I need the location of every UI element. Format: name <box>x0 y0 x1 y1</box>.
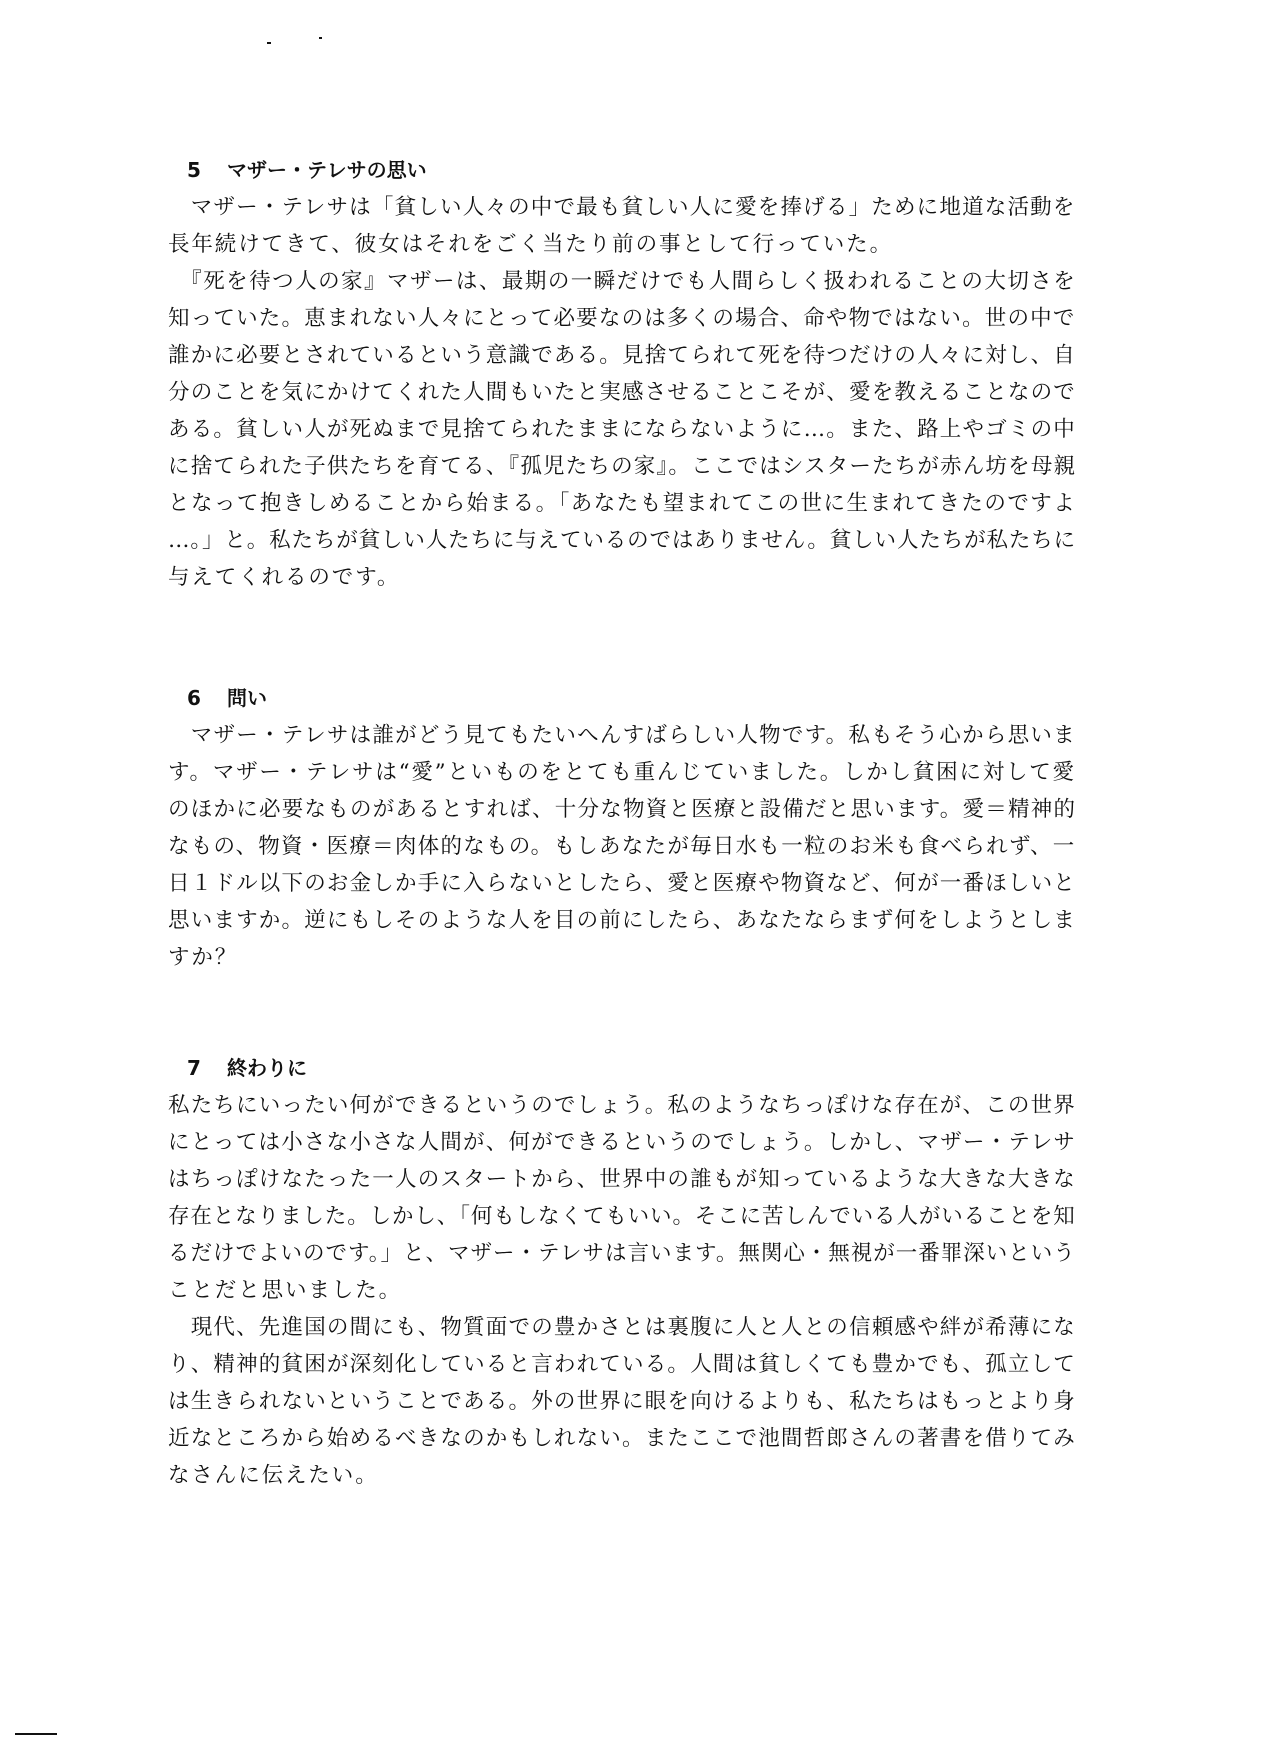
text-line: のほかに必要なものがあるとすれば、十分な物資と医療と設備だと思います。愛＝精神的 <box>168 797 1077 822</box>
section-body <box>168 189 1080 596</box>
scan-speck <box>319 37 322 39</box>
text-line: 長年続けてきて、彼女はそれをごく当たり前の事として行っていた。 <box>168 232 893 257</box>
section-number: 7 <box>187 1056 201 1080</box>
section-number: 6 <box>187 686 201 710</box>
section-heading <box>187 680 1080 717</box>
text-line: 思いますか。逆にもしそのような人を目の前にしたら、あなたならまず何をしようとしま <box>168 908 1077 933</box>
section-heading <box>187 152 1080 189</box>
text-line: ある。貧しい人が死ぬまで見捨てられたままにならないように…。また、路上やゴミの中 <box>168 417 1077 442</box>
text-line: 私たちにいったい何ができるというのでしょう。私のようなちっぽけな存在が、この世界 <box>168 1093 1077 1118</box>
section-question <box>168 680 1080 976</box>
text-line: にとっては小さな小さな人間が、何ができるというのでしょう。しかし、マザー・テレサ <box>168 1130 1077 1155</box>
section-body <box>168 1087 1080 1494</box>
text-line: 『死を待つ人の家』マザーは、最期の一瞬だけでも人間らしく扱われることの大切さを <box>168 269 1077 294</box>
text-line: に捨てられた子供たちを育てる、『孤児たちの家』。ここではシスターたちが赤ん坊を母親 <box>168 454 1077 479</box>
text-line: はちっぽけなたった一人のスタートから、世界中の誰もが知っているような大きな大きな <box>168 1167 1077 1192</box>
text-line: 存在となりました。しかし、「何もしなくてもいい。そこに苦しんでいる人がいることを知 <box>168 1204 1076 1229</box>
text-line: るだけでよいのです。」と、マザー・テレサは言います。無関心・無視が一番罪深いという <box>168 1241 1076 1266</box>
section-body <box>168 717 1080 976</box>
section-mother-teresa-thoughts <box>168 152 1080 596</box>
scan-edge-line <box>15 1733 57 1735</box>
text-line: 与えてくれるのです。 <box>168 565 401 590</box>
section-conclusion <box>168 1050 1080 1494</box>
text-line: 日１ドル以下のお金しか手に入らないとしたら、愛と医療や物資など、何が一番ほしいと <box>168 871 1077 896</box>
text-line: 現代、先進国の間にも、物質面での豊かさとは裏腹に人と人との信頼感や絆が希薄にな <box>168 1315 1077 1340</box>
text-line: す。マザー・テレサは“愛”といものをとても重んじていました。しかし貧困に対して愛 <box>168 760 1076 785</box>
text-line: 誰かに必要とされているという意識である。見捨てられて死を待つだけの人々に対し、自 <box>168 343 1077 368</box>
text-line: なさんに伝えたい。 <box>168 1463 379 1488</box>
section-number: 5 <box>187 158 201 182</box>
section-title: 終わりに <box>227 1056 307 1080</box>
text-line: 分のことを気にかけてくれた人間もいたと実感させることこそが、愛を教えることなので <box>168 380 1077 405</box>
section-title: 問い <box>227 686 267 710</box>
text-line: なもの、物資・医療＝肉体的なもの。もしあなたが毎日水も一粒のお米も食べられず、一 <box>168 834 1076 859</box>
text-line: 知っていた。恵まれない人々にとって必要なのは多くの場合、命や物ではない。世の中で <box>168 306 1076 331</box>
text-line: は生きられないということである。外の世界に眼を向けるよりも、私たちはもっとより身 <box>168 1389 1077 1414</box>
section-heading <box>187 1050 1080 1087</box>
section-title: マザー・テレサの思い <box>227 158 427 182</box>
text-line: マザー・テレサは「貧しい人々の中で最も貧しい人に愛を捧げる」ために地道な活動を <box>168 195 1076 220</box>
scan-speck <box>267 42 271 44</box>
text-line: …。」と。私たちが貧しい人たちに与えているのではありません。貧しい人たちが私たちに <box>168 528 1076 553</box>
text-line: り、精神的貧困が深刻化していると言われている。人間は貧しくても豊かでも、孤立して <box>168 1352 1077 1377</box>
text-line: となって抱きしめることから始まる。「あなたも望まれてこの世に生まれてきたのですよ <box>168 491 1077 516</box>
text-line: ことだと思いました。 <box>168 1278 403 1303</box>
text-line: マザー・テレサは誰がどう見てもたいへんすばらしい人物です。私もそう心から思いま <box>168 723 1076 748</box>
text-line: すか？ <box>168 945 239 970</box>
text-line: 近なところから始めるべきなのかもしれない。またここで池間哲郎さんの著書を借りてみ <box>168 1426 1077 1451</box>
